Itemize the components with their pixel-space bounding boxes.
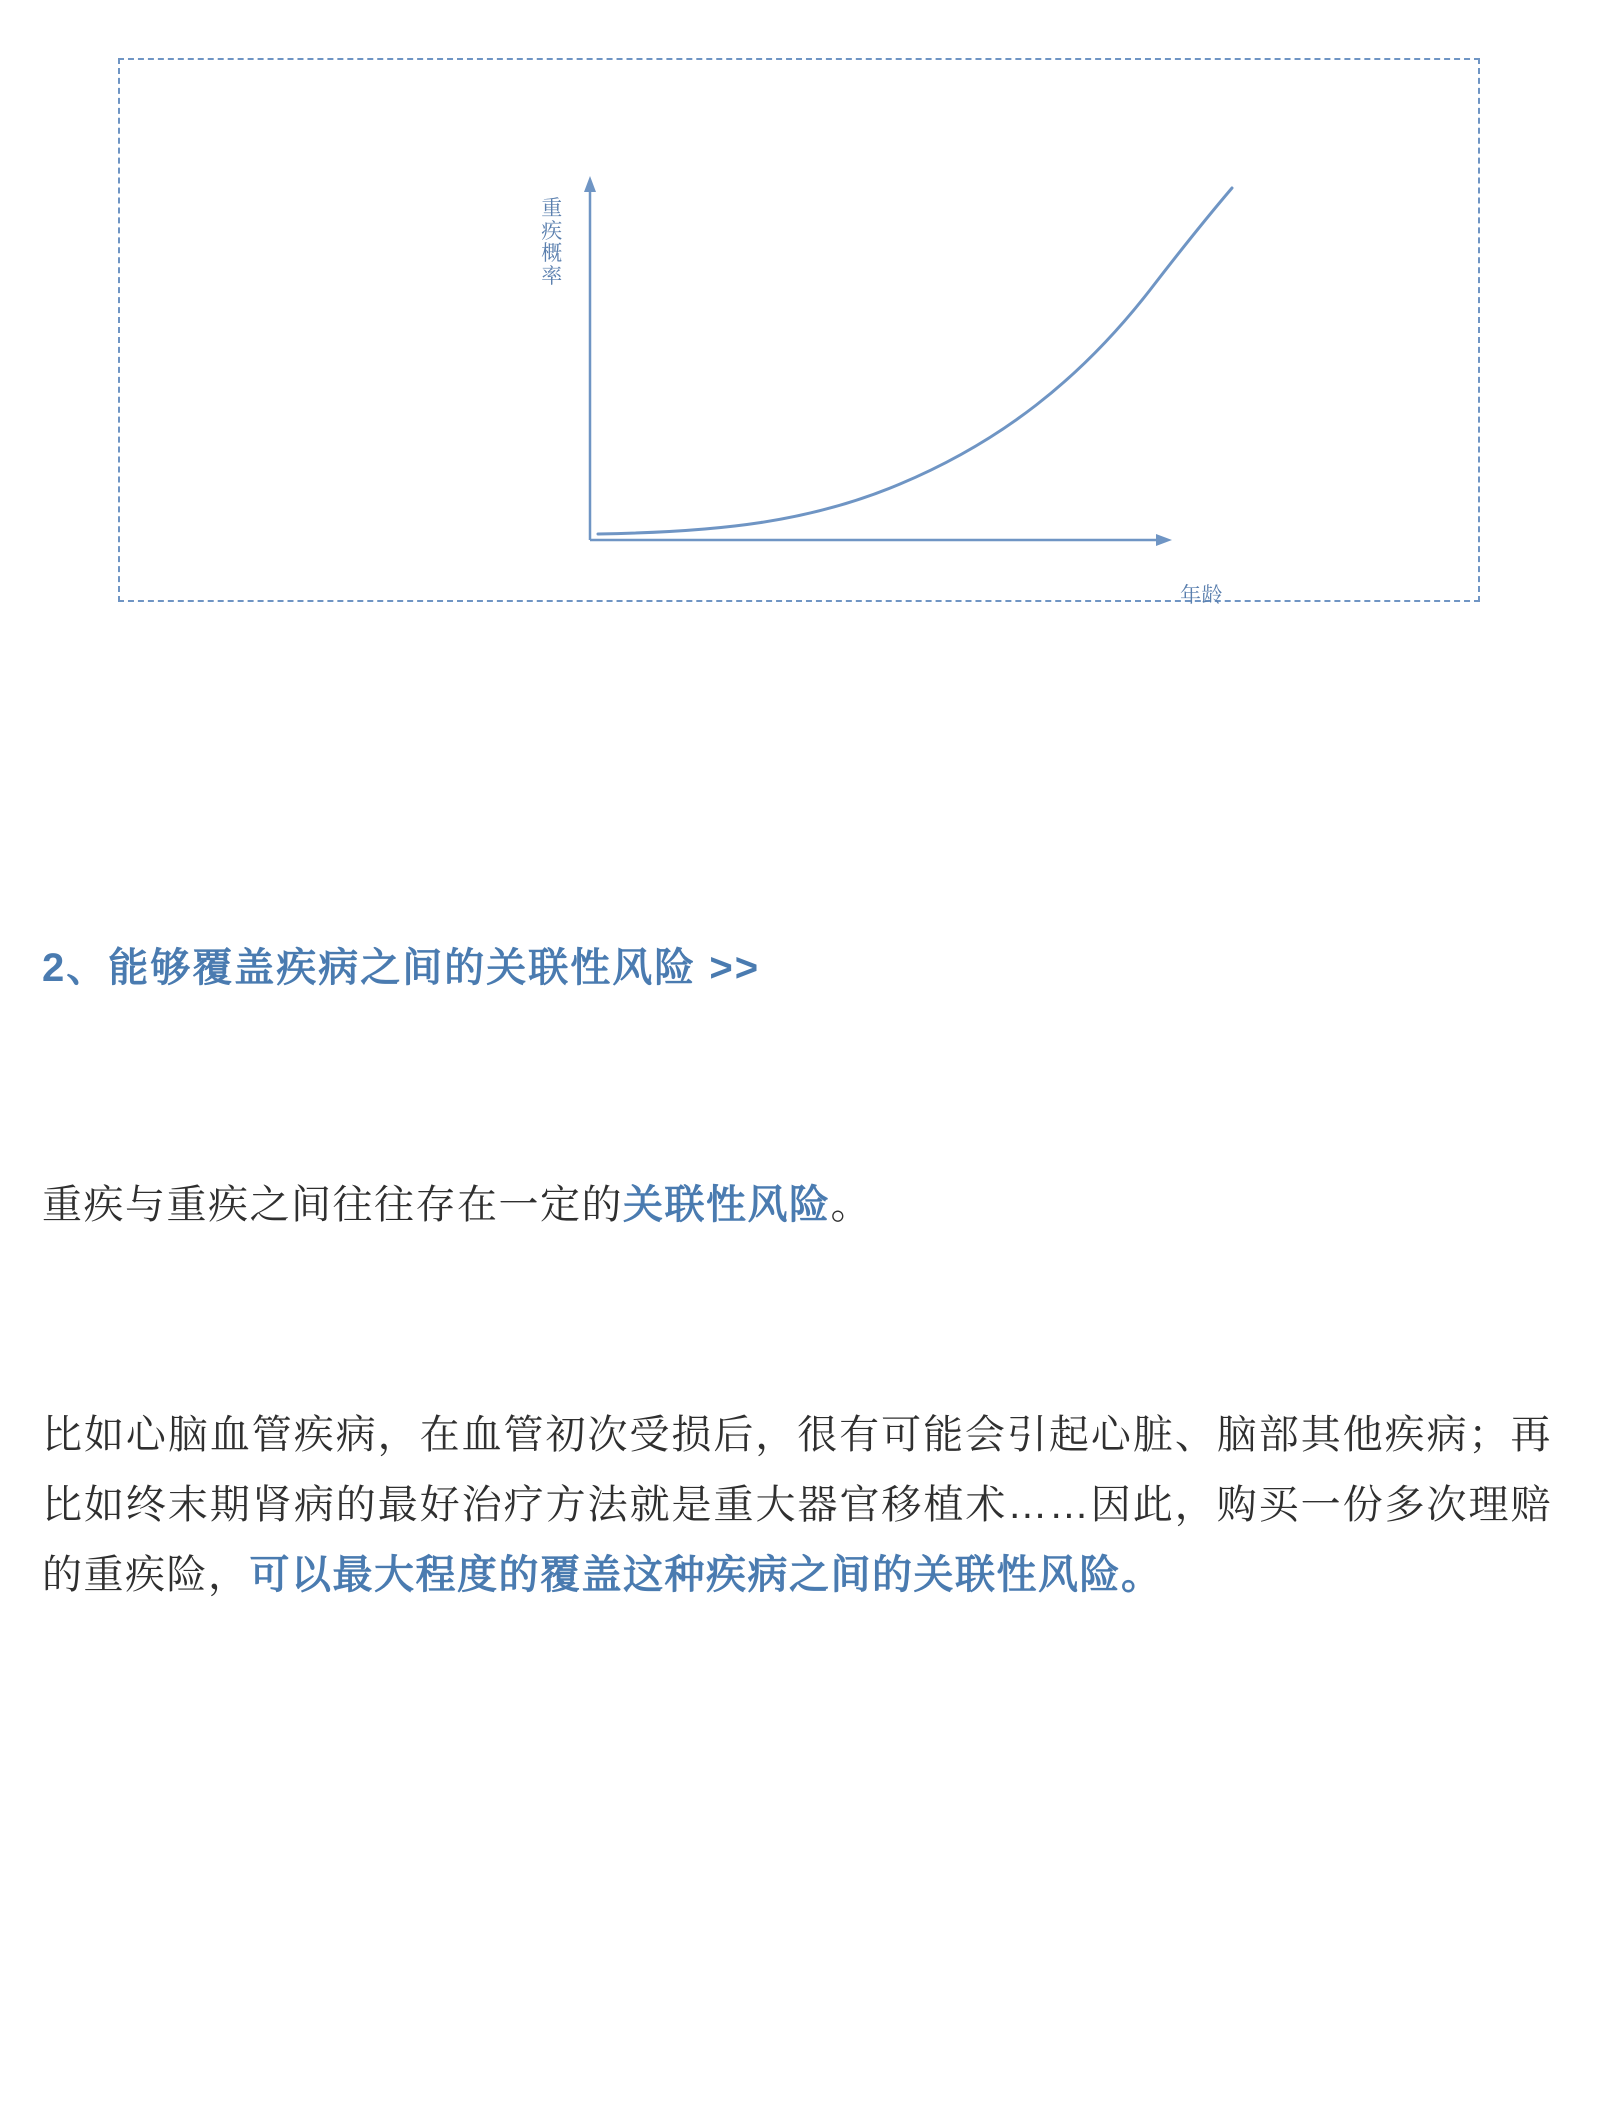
section-heading-number: 2、 <box>42 946 109 990</box>
x-axis-label: 年龄 <box>1180 584 1223 607</box>
risk-probability-line-chart <box>120 60 1482 600</box>
paragraph-two <box>42 1400 1552 1610</box>
section-heading-text: 能够覆盖疾病之间的关联性风险 <box>108 946 697 990</box>
section-heading-suffix: >> <box>696 946 761 990</box>
probability-curve <box>598 188 1232 534</box>
section-heading <box>42 940 1562 996</box>
paragraph-one-lead: 重疾与重疾之间往往存在一定的 <box>42 1183 623 1227</box>
chart-area <box>120 60 1478 607</box>
chart-card <box>118 58 1480 607</box>
y-axis-label: 重疾概率 <box>541 197 563 289</box>
paragraph-two-lead: 比如心脑血管疾病，在血管初次受损后，很有可能会引起心脏、脑部其他疾病；再比如终末期肾病的最好治疗方法就是重大器官移植术……因此，购买一份多次理赔的重疾险， <box>42 1413 1552 1597</box>
x-axis-arrow <box>1156 534 1172 546</box>
paragraph-one-highlight: 关联性风险 <box>623 1183 831 1227</box>
paragraph-one <box>42 1170 1552 1240</box>
y-axis-arrow <box>584 176 596 192</box>
paragraph-one-tail: 。 <box>830 1183 872 1227</box>
paragraph-two-highlight: 可以最大程度的覆盖这种疾病之间的关联性风险。 <box>249 1553 1163 1597</box>
